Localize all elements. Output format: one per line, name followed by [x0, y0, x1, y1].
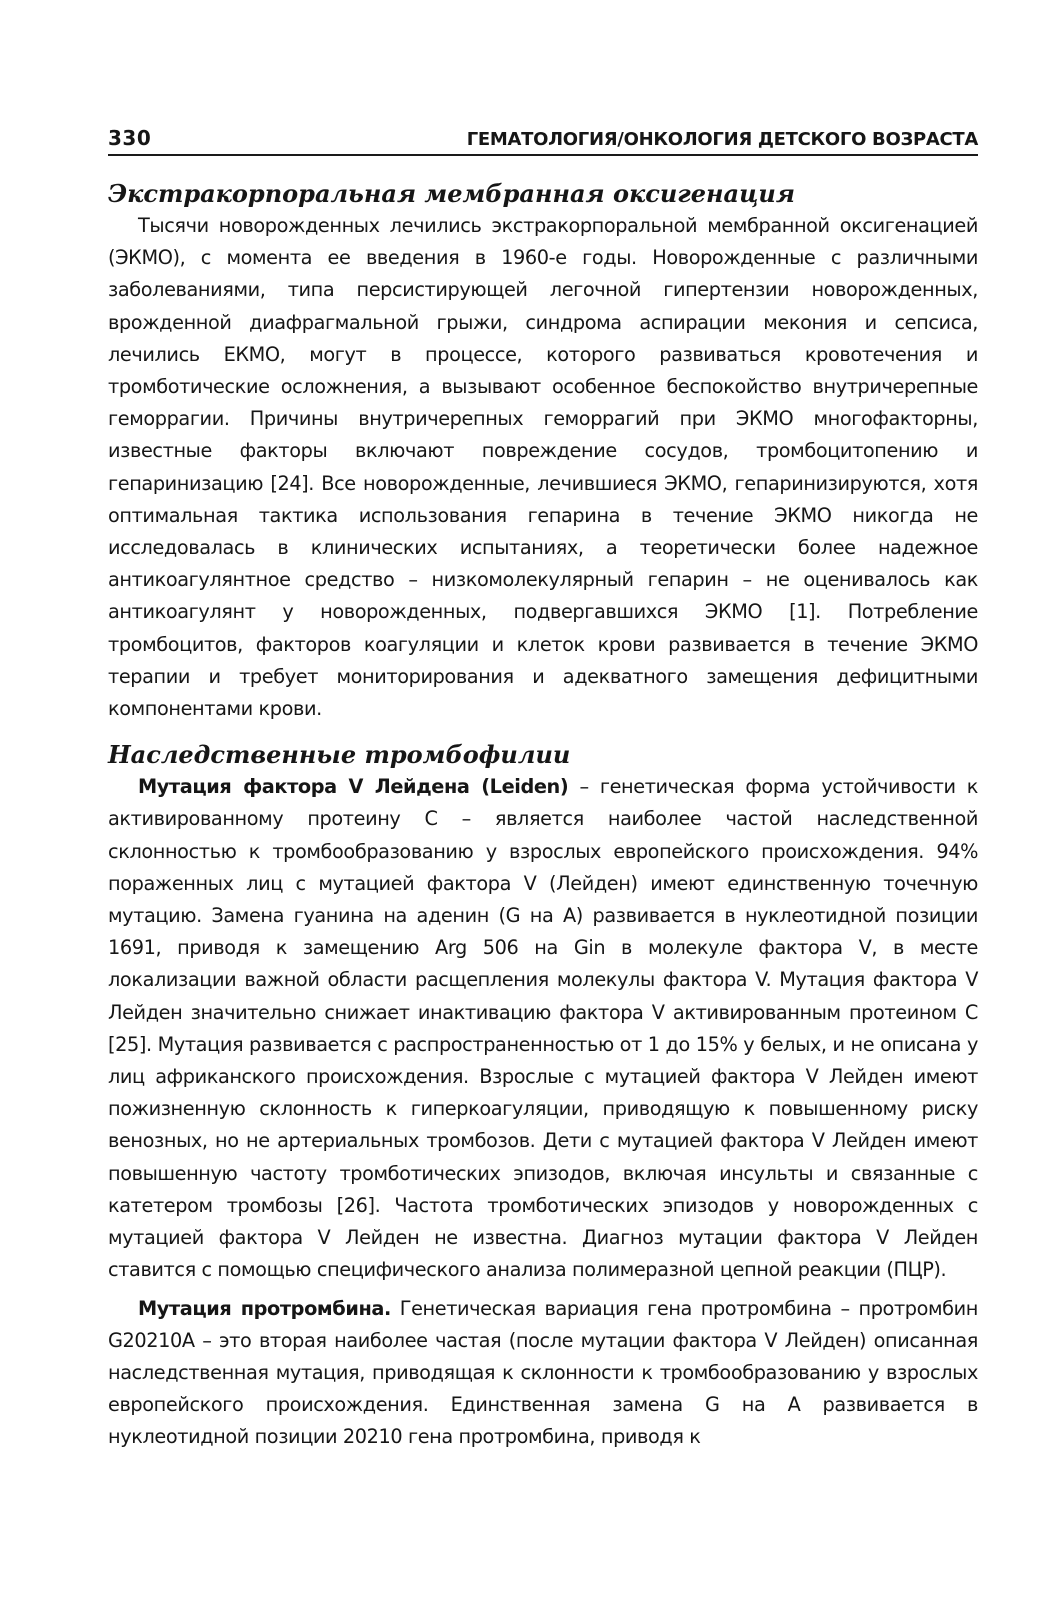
paragraph-text: Тысячи новорожденных лечились экстракорпоральной мембранной оксигенацией (ЭКМО), с момента ее введения в 1960-е годы. Новорожденные с различными заболеваниями, типа персистирующей легочной гипертензии новорожденных, врожденной диафрагмальной грыжи, синдрома аспирации мекония и сепсиса, лечились ЕКМО, могут в процессе, которого развиваться кровотечения и тромботические осложнения, а вызывают особенное беспокойство внутричерепные геморрагии. Причины внутричерепных геморрагий при ЭКМО многофакторны, известные факторы включают повреждение сосудов, тромбоцитопению и гепаринизацию [24]. Все новорожденные, лечившиеся ЭКМО, гепаринизируются, хотя оптимальная тактика использования гепарина в течение ЭКМО никогда не исследовалась в клинических испытаниях, а теоретически более надежное антикоагулянтное средство – низкомолекулярный гепарин – не оценивалось как антикоагулянт у новорожденных, подвергавшихся ЭКМО [1]. Потребление тромбоцитов, факторов коагуляции и клеток крови развивается в течение ЭКМО терапии и требует мониторирования и адекватного замещения дефицитными компонентами крови. [108, 214, 978, 721]
paragraph-text: Генетическая вариация гена протромбина – протромбин G20210A – это вторая наиболее частая (после мутации фактора V Лейден) описанная наследственная мутация, приводящая к склонности к тромбообразованию у взрослых европейского происхождения. Единственная замена G на А развивается в нуклеотидной позиции 20210 гена протромбина, приводя к [108, 1296, 978, 1449]
paragraph-text: – генетическая форма устойчивости к активированному протеину С – является наиболее частой наследственной склонностью к тромбообразованию у взрослых европейского происхождения. 94% пораженных лиц с мутацией фактора V (Лейден) имеют единственную точечную мутацию. Замена гуанина на аденин (G на А) развивается в нуклеотидной позиции 1691, приводя к замещению Arg 506 на Gin в молекуле фактора V, в месте локализации важной области расщепления молекулы фактора V. Мутация фактора V Лейден значительно снижает инактивацию фактора V активированным протеином С [25]. Мутация развивается с распространенностью от 1 до 15% у белых, и не описана у лиц африканского происхождения. Взрослые с мутацией фактора V Лейден имеют пожизненную склонность к гиперкоагуляции, приводящую к повышенному риску венозных, но не артериальных тромбозов. Дети с мутацией фактора V Лейден имеют повышенную частоту тромботических эпизодов, включая инсульты и связанные с катетером тромбозы [26]. Частота тромботических эпизодов у новорожденных с мутацией фактора V Лейден не известна. Диагноз мутации фактора V Лейден ставится с помощью специфического анализа полимеразной цепной реакции (ПЦР). [108, 775, 979, 1282]
paragraph-ecmo [108, 210, 978, 725]
book-title: ГЕМАТОЛОГИЯ/ОНКОЛОГИЯ ДЕТСКОГО ВОЗРАСТА [466, 129, 978, 150]
paragraph-lead: Мутация протромбина. [138, 1296, 391, 1320]
section-heading-ecmo: Экстракорпоральная мембранная оксигенация [108, 179, 795, 208]
paragraph-prothrombin [108, 1293, 978, 1454]
section-heading-thrombophilia: Наследственные тромбофилии [108, 740, 571, 770]
running-header [108, 120, 978, 156]
paragraph-factor-v-leiden [108, 771, 978, 1286]
paragraph-lead: Мутация фактора V Лейдена (Leiden) [138, 775, 569, 799]
book-page [108, 120, 978, 1454]
page-number: 330 [108, 126, 152, 150]
